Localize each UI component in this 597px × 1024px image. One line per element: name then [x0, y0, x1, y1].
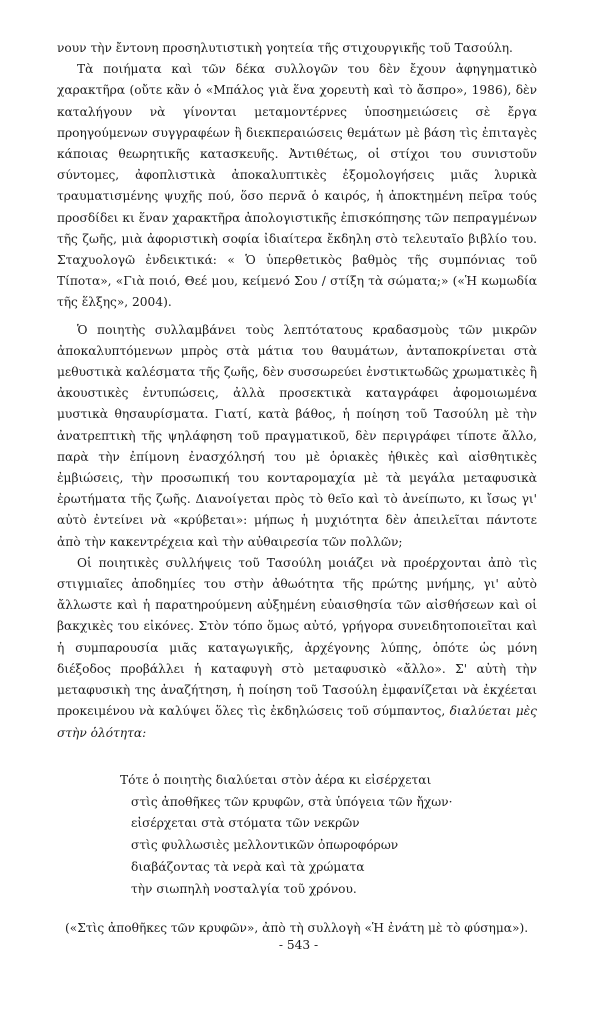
paragraph-2: Τὰ ποιήματα καὶ τῶν δέκα συλλογῶν του δὲν ἔχουν ἀφηγηματικὸ χαρακτῆρα (οὔτε κἂν ὁ «Μπάλος γιὰ ἕνα χορευτὴ καὶ τὸ ἄσπρο», 1986), δὲν καταλήγουν νὰ γίνονται μεταμοντέρνες ὑποσημειώσεις σὲ ἔργα προηγούμενων συγγραφέων ἢ διεκπεραιώσεις θεμάτων μὲ βάση τὶς ἐπιταγὲς κάποιας θεωρητικῆς κατασκευῆς. Ἀντιθέτως, οἱ στίχοι του συνιστοῦν σύντομες, ἀφοπλιστικὰ ἀποκαλυπτικὲς ἐξομολογήσεις μιᾶς λυρικὰ τραυματισμένης ψυχῆς πού, ὅσο περνᾶ ὁ καιρός, ἡ ἀποκτημένη πεῖρα τούς προσδίδει κι ἕναν χαρακτῆρα ἀπολογιστικῆς ἐπισκόπησης τῶν πεπραγμένων τῆς ζωῆς, μιὰ ἀφοριστικὴ σοφία ἰδιαίτερα ἔκδηλη στὸ τελευταῖο βιβλίο του. Σταχυολογῶ ἐνδεικτικά: « Ὁ ὑπερθετικὸς βαθμὸς τῆς συμπόνιας τοῦ Τίποτα», «Γιὰ ποιό, Θεέ μου, κείμενό Σου / στίξη τὰ σώματα;» («Ἡ κωμωδία τῆς ἕλξης», 2004). — [57, 62, 537, 310]
poem-line: τὴν σιωπηλὴ νοσταλγία τοῦ χρόνου. — [131, 881, 357, 896]
poem-line: εἰσέρχεται στὰ στόματα τῶν νεκρῶν — [131, 816, 360, 831]
poem-line: στὶς ἀποθῆκες τῶν κρυφῶν, στὰ ὑπόγεια τῶν ἤχων· — [131, 794, 453, 809]
paragraph-4-italic: διαλύεται μὲς στὴν ὁλότητα: — [57, 704, 538, 740]
paragraph-4 — [57, 553, 537, 744]
poem-line: στὶς φυλλωσιὲς μελλοντικῶν ὀπωροφόρων — [131, 838, 399, 853]
paragraph-4-text: Οἱ ποιητικὲς συλλήψεις τοῦ Τασούλη μοιάζει νὰ προέρχονται ἀπὸ τὶς στιγμιαῖες ἀποδημίες του στὴν ἀθωότητα τῆς πρώτης μνήμης, γι' αὐτὸ ἄλλωστε καὶ ἡ παρατηρούμενη αὐξημένη εὐαισθησία τῶν αἰσθήσεων καὶ οἱ βακχικὲς του εἰκόνες. Στὸν τόπο ὅμως αὐτό, γρήγορα συνειδητοποιεῖται καὶ ἡ συμπαρουσία μιᾶς καταγωγικῆς, ἀρχέγονης λύπης, ὁπότε ὡς μόνη διέξοδος προβάλλει ἡ καταφυγὴ στὸ μεταφυσικὸ «ἄλλο». Σ' αὐτὴ τὴν μεταφυσικὴ της ἀναζήτηση, ἡ ποίηση τοῦ Τασούλη ἐμφανίζεται νὰ ἐκχέεται προκειμένου νὰ καλύψει ὅλες τὶς ἐκδηλώσεις τοῦ σύμπαντος, — [57, 555, 537, 719]
page-number: - 543 - — [278, 938, 319, 952]
poem-line: Τότε ὁ ποιητὴς διαλύεται στὸν ἀέρα κι εἰσέρχεται — [120, 772, 432, 787]
paragraph-1: νουν τὴν ἔντονη προσηλυτιστικὴ γοητεία τῆς στιχουργικῆς τοῦ Τασούλη. — [57, 41, 513, 55]
poem-citation: («Στὶς ἀποθῆκες τῶν κρυφῶν», ἀπὸ τὴ συλλογὴ «Ἡ ἐνάτη μὲ τὸ φύσημα»). — [65, 921, 529, 936]
poem-quote — [120, 770, 537, 901]
poem-line: διαβάζοντας τὰ νερὰ καὶ τὰ χρώματα — [131, 859, 365, 874]
paragraph-3: Ὁ ποιητὴς συλλαμβάνει τοὺς λεπτότατους κραδασμοὺς τῶν μικρῶν ἀποκαλυπτόμενων μπρὸς στὰ μάτια του θαυμάτων, ἀνταποκρίνεται στὰ μεθυστικὰ καλέσματα τῆς ζωῆς, δὲν συσσωρεύει ἐνστικτωδῶς χρωματικὲς ἢ ἀκουστικὲς ἐντυπώσεις, ἀλλὰ προσεκτικὰ καταγράφει ἀφομοιωμένα μυστικὰ θησαυρίσματα. Γιατί, κατὰ βάθος, ἡ ποίηση τοῦ Τασούλη μὲ τὴν ἀνατρεπτικὴ τῆς ψηλάφηση τοῦ πραγματικοῦ, δὲν περιγράφει τίποτε ἄλλο, παρὰ τὴν ἐπίμονη ἐνασχόλησή του μὲ ὁριακὲς ἠθικὲς καὶ αἰσθητικὲς ἐμβιώσεις, τὴν προσωπική του κονταρομαχία μὲ τὰ μεγάλα μεταφυσικὰ ἐρωτήματα τῆς ζωῆς. Διανοίγεται πρὸς τὸ θεῖο καὶ τὸ ἀνείπωτο, κι ἴσως γι' αὐτὸ ἐντείνει νὰ «κρύβεται»: μήπως ἡ μυχιότητα δὲν ἀπειλεῖται πάντοτε ἀπὸ τὴν κακεντρέχεια καὶ τὴν αὐθαιρεσία τῶν πολλῶν; — [57, 322, 537, 549]
